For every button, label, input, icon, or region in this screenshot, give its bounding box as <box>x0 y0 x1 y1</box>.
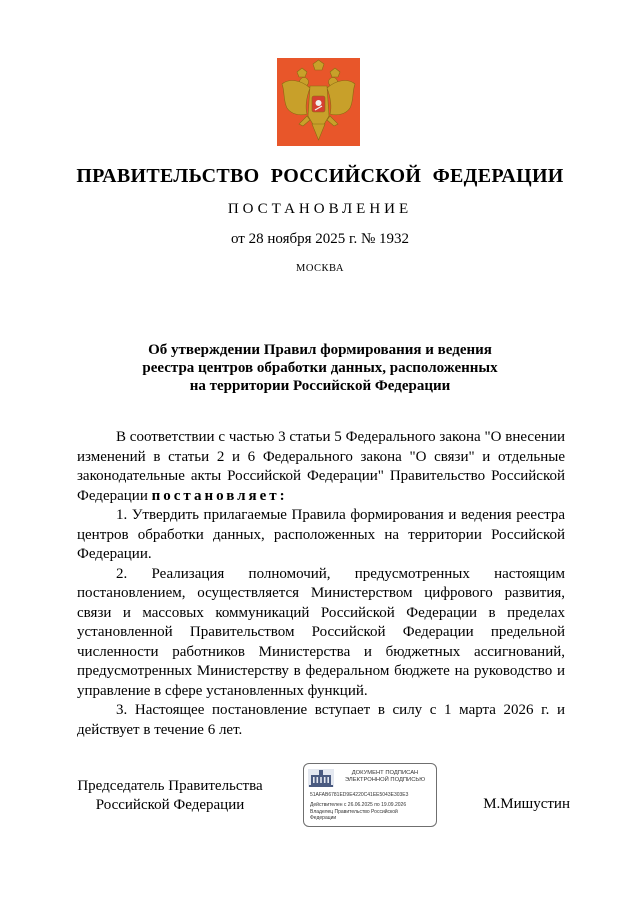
document-body <box>77 428 565 740</box>
government-title: ПРАВИТЕЛЬСТВО РОССИЙСКОЙ ФЕДЕРАЦИИ <box>76 165 564 187</box>
item-3: 3. Настоящее постановление вступает в силу с 1 марта 2026 г. и действует в течение 6 лет. <box>77 702 565 738</box>
position-line: Российской Федерации <box>95 797 245 813</box>
electronic-signature-stamp <box>303 763 437 827</box>
document-subject <box>0 341 640 395</box>
stamp-header-line: ДОКУМЕНТ ПОДПИСАН <box>351 770 419 776</box>
subject-line: Об утверждении Правил формирования и ведения <box>148 342 492 358</box>
coat-of-arms-icon <box>277 58 360 146</box>
document-city: МОСКВА <box>296 263 344 274</box>
stamp-header <box>336 770 434 784</box>
stamp-header-line: ЭЛЕКТРОННОЙ ПОДПИСЬЮ <box>344 777 426 783</box>
resolves-word: постановляет: <box>151 487 288 504</box>
item-1: 1. Утвердить прилагаемые Правила формирования и ведения реестра центров обработки данных, расположенных на территории Российской Федерации. <box>77 507 565 562</box>
signatory-position <box>70 777 270 815</box>
subject-line: на территории Российской Федерации <box>189 378 451 394</box>
position-line: Председатель Правительства <box>77 778 263 794</box>
certificate-owner: Федерации <box>310 815 337 821</box>
preamble-paragraph <box>77 428 565 506</box>
item-2: 2. Реализация полномочий, предусмотренных настоящим постановлением, осуществляется Министерством цифрового развития, связи и массовых коммуникаций Российской Федерации в пределах установленной Правительством Российской Федерации предельной численности работников Министерства и бюджетных ассигнований, предусмотренных Министерству в федеральном бюджете на руководство и управление в сфере установленных функций. <box>77 565 565 699</box>
government-building-icon <box>308 769 334 787</box>
certificate-serial: 51AFAB6781ED9E4220C41EE5043E303E3 <box>310 792 409 798</box>
preamble-text: В соответствии с частью 3 статьи 5 Федерального закона "О внесении изменений в статьи 2 и 6 Федерального закона "О связи" и отдельные законодательные акты Российской Федерации" Правительство Российской Федерации <box>77 429 565 504</box>
document-type: ПОСТАНОВЛЕНИЕ <box>227 201 413 217</box>
document-date-number: от 28 ноября 2025 г. № 1932 <box>230 231 410 247</box>
certificate-owner: Владелец Правительство Российской <box>310 809 398 815</box>
subject-line: реестра центров обработки данных, расположенных <box>142 360 498 376</box>
certificate-validity: Действителен с 26.06.2025 по 19.09.2026 <box>310 802 407 808</box>
signatory-name: М.Мишустин <box>483 796 570 812</box>
